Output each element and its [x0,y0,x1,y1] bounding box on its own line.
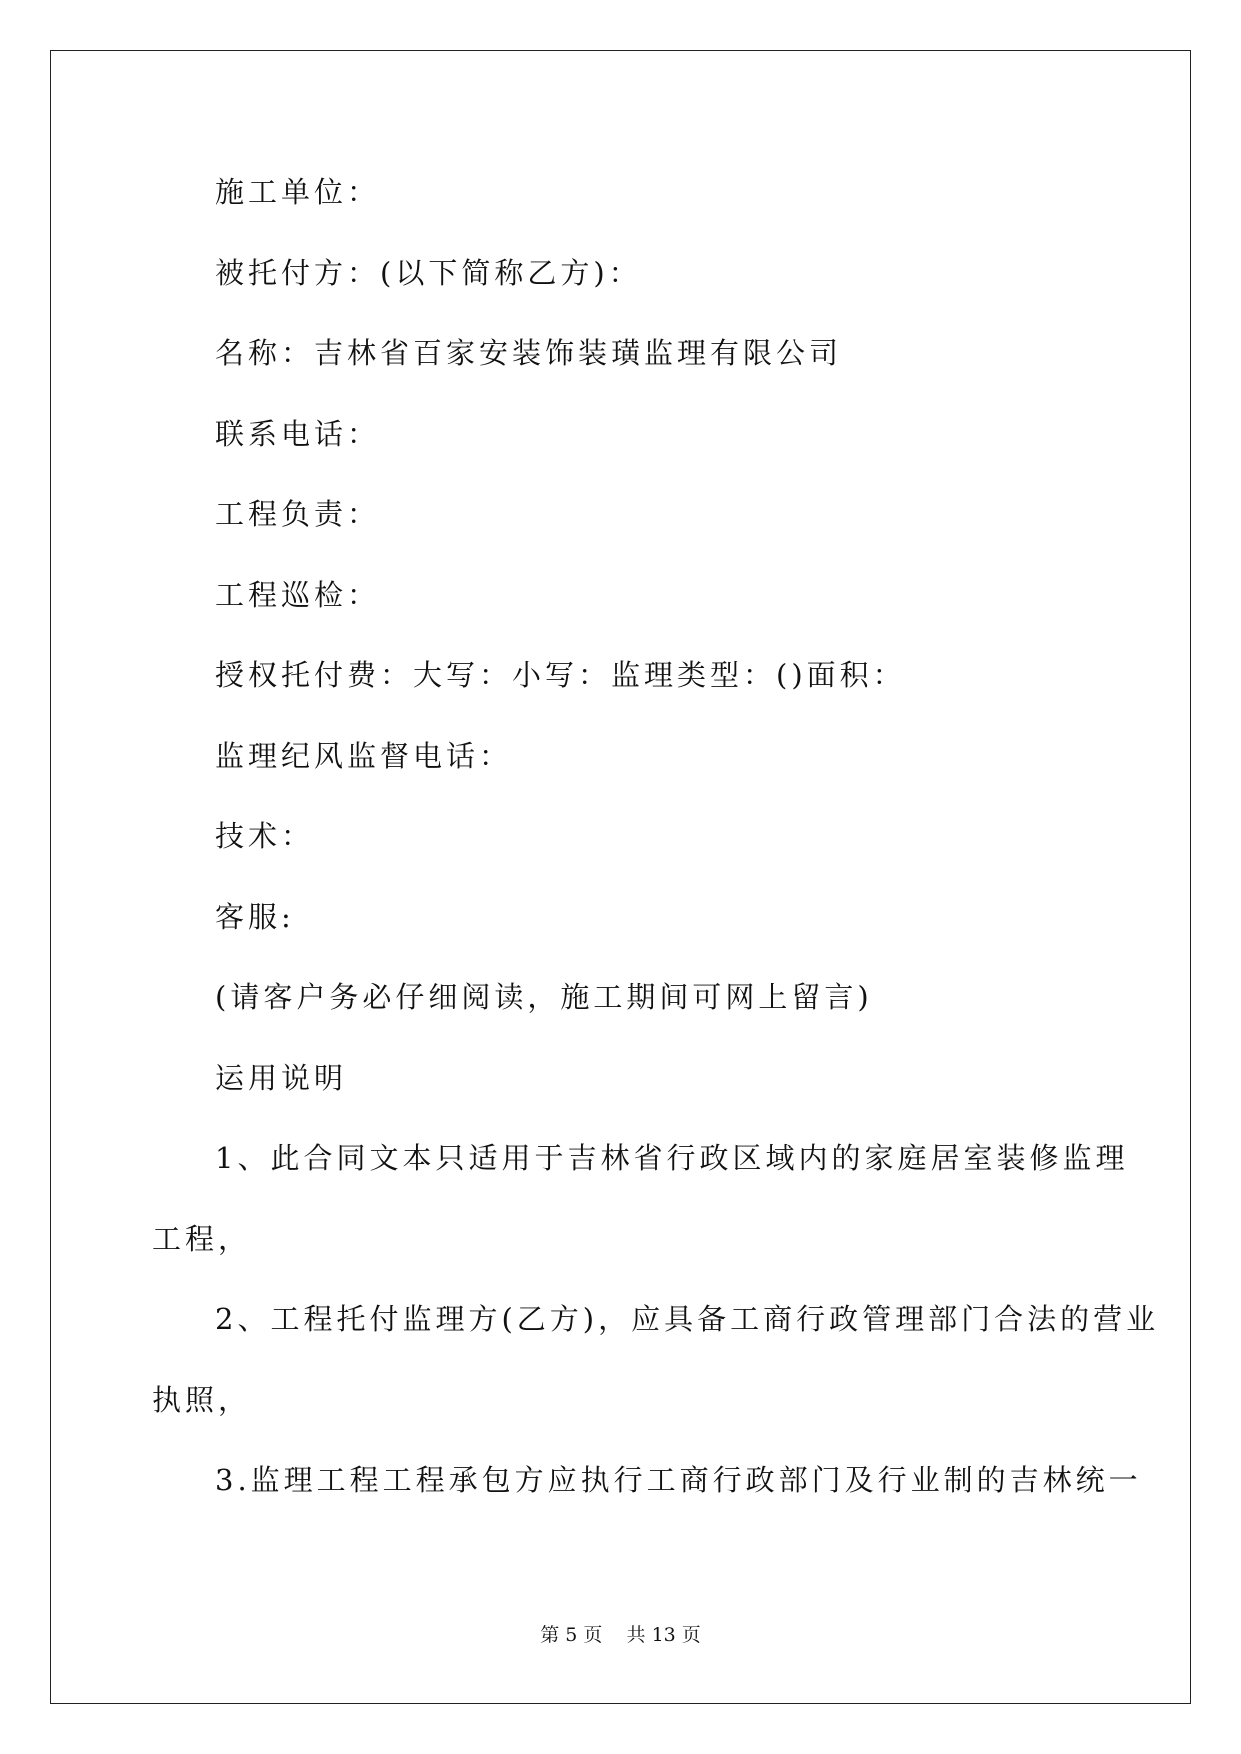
line-project-inspection: 工程巡检： [215,578,381,612]
line-item-1-continued: 工程， [152,1222,252,1256]
line-company-name: 名称：吉林省百家安装饰装璜监理有限公司 [215,336,843,370]
line-entrust-fee: 授权托付费：大写：小写：监理类型：()面积： [215,658,906,692]
line-customer-service: 客服: [215,900,295,934]
line-contact-phone: 联系电话： [215,417,381,451]
line-item-2-continued: 执照， [152,1383,252,1417]
line-item-1: 1、此合同文本只适用于吉林省行政区域内的家庭居室装修监理 [215,1141,1129,1175]
line-supervision-phone: 监理纪风监督电话： [215,739,513,773]
line-item-3: 3.监理工程工程承包方应执行工商行政部门及行业制的吉林统一 [215,1463,1142,1497]
page-border [50,50,1191,1704]
line-usage-heading: 运用说明 [215,1061,348,1095]
line-entrusted-party: 被托付方：(以下简称乙方)： [215,256,642,290]
line-project-manager: 工程负责： [215,497,381,531]
line-construction-unit: 施工单位： [215,175,381,209]
page-number-footer: 第 5 页 共 13 页 [540,1624,701,1646]
line-reading-notice: (请客户务必仔细阅读，施工期间可网上留言) [215,980,873,1014]
line-technical: 技术： [215,819,315,853]
line-item-2: 2、工程托付监理方(乙方)，应具备工商行政管理部门合法的营业 [215,1302,1160,1336]
